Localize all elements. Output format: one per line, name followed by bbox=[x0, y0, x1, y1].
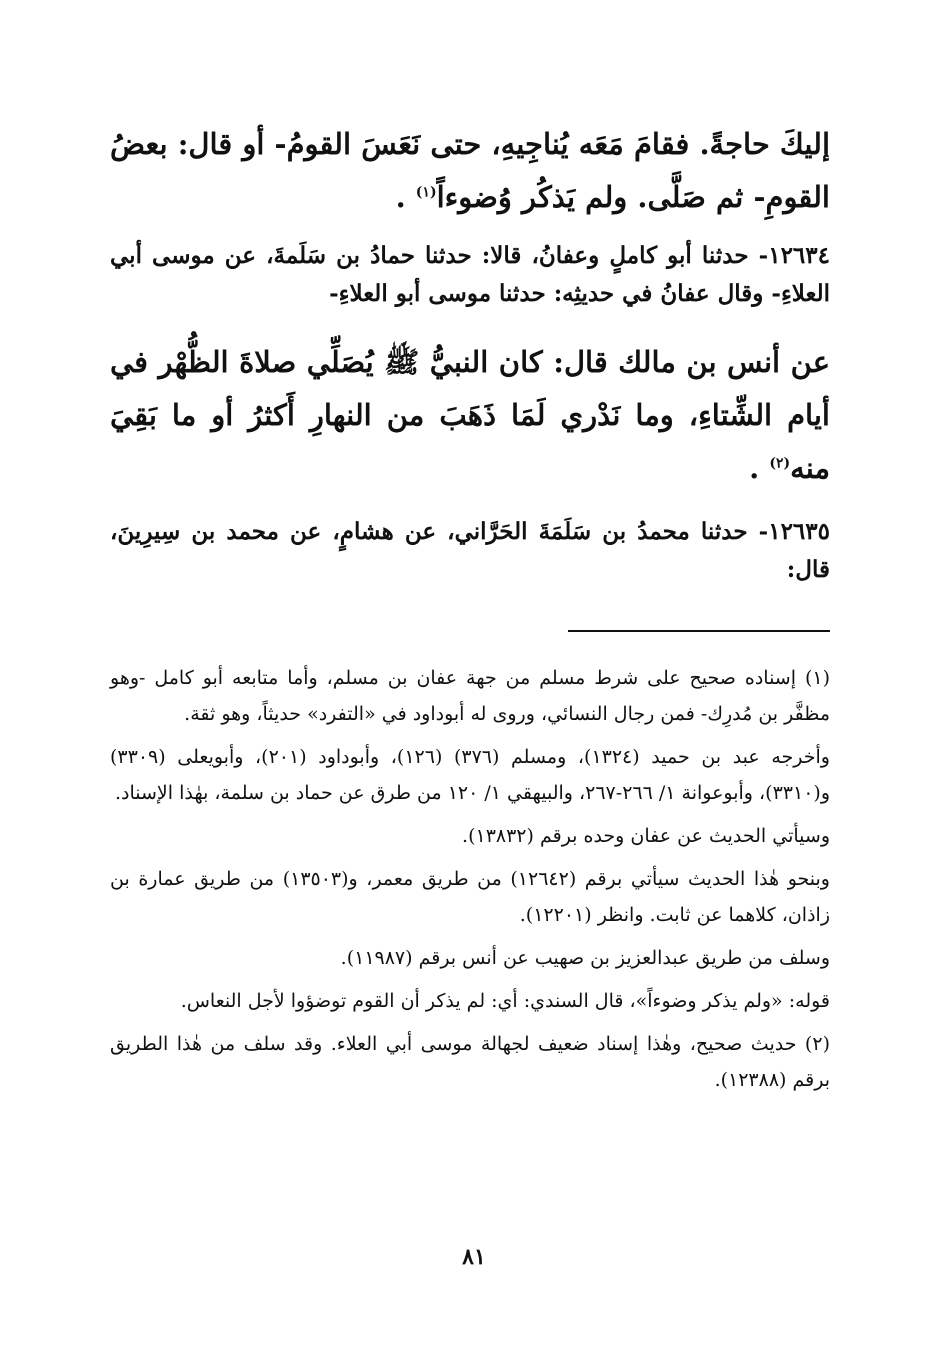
hadith-continuation-paragraph bbox=[110, 118, 830, 224]
isnad-12635-block bbox=[110, 513, 830, 589]
paragraph-text: إليكَ حاجةً. فقامَ مَعَه يُناجِيهِ، حتى نَعَسَ القومُ- أو قال: بعضُ القومِ- ثم صَلَّى. ولم يَذكُر وُضوءاً bbox=[110, 127, 831, 214]
footnote-separator-rule bbox=[568, 630, 830, 632]
footnote-ref-1: (١) bbox=[415, 184, 437, 201]
footnote-1-similar: وبنحو هٰذا الحديث سيأتي برقم (١٢٦٤٢) من طريق معمر، و(١٣٥٠٣) من طريق عمارة بن زاذان، كلاهما عن ثابت. وانظر (١٢٢٠١). bbox=[110, 868, 830, 926]
footnote-2: (٢) حديث صحيح، وهٰذا إسناد ضعيف لجهالة موسى أبي العلاء. وقد سلف من هٰذا الطريق برقم (١٢٣٨٨). bbox=[110, 1033, 830, 1091]
page-number: ٨١ bbox=[462, 1244, 486, 1270]
paragraph-text: عن أنس بن مالك قال: كان النبيُّ ﷺ يُصَلِّي صلاةَ الظُّهْر في أيام الشِّتاءِ، وما نَدْري لَمَا ذَهَبَ من النهارِ أَكثرُ أو ما بَقِيَ منه bbox=[110, 345, 830, 485]
isnad-12634-block bbox=[110, 237, 830, 313]
matn-12634-paragraph bbox=[110, 336, 830, 495]
period: . bbox=[749, 451, 770, 485]
isnad-12635-paragraph: ١٢٦٣٥- حدثنا محمدُ بن سَلَمَةَ الحَرَّاني، عن هشامٍ، عن محمد بن سِيرِينَ، قال: bbox=[110, 518, 830, 583]
main-text-block bbox=[110, 118, 830, 224]
footnote-ref-2: (٢) bbox=[769, 455, 791, 472]
matn-12634-block bbox=[110, 336, 830, 495]
period: . bbox=[395, 180, 416, 214]
footnote-1-cross-ref: وسيأتي الحديث عن عفان وحده برقم (١٣٨٣٢). bbox=[462, 825, 830, 847]
footnote-1-takhrij: وأخرجه عبد بن حميد (١٣٢٤)، ومسلم (٣٧٦) (١٢٦)، وأبوداود (٢٠١)، وأبويعلى (٣٣٠٩) و(٣٣١٠)، وأبوعوانة ١/ ٢٦٦-٢٦٧، والبيهقي ١/ ١٢٠ من طرق عن حماد بن سلمة، بهٰذا الإسناد. bbox=[110, 746, 830, 804]
isnad-12634-paragraph: ١٢٦٣٤- حدثنا أبو كاملٍ وعفانُ، قالا: حدثنا حمادُ بن سَلَمةَ، عن موسى أبي العلاءِ- وقال عفانُ في حديثِه: حدثنا موسى أبو العلاءِ- bbox=[110, 242, 830, 307]
footnote-1-previous: وسلف من طريق عبدالعزيز بن صهيب عن أنس برقم (١١٩٨٧). bbox=[340, 947, 830, 969]
footnote-1-explanation: قوله: «ولم يذكر وضوءاً»، قال السندي: أي: لم يذكر أن القوم توضؤوا لأجل النعاس. bbox=[180, 990, 830, 1012]
footnote-1: (١) إسناده صحيح على شرط مسلم من جهة عفان بن مسلم، وأما متابعه أبو كامل -وهو مظفَّر بن مُدرِك- فمن رجال النسائي، وروى له أبوداود في «التفرد» حديثاً، وهو ثقة. bbox=[110, 667, 830, 725]
footnotes-section bbox=[110, 660, 830, 1105]
